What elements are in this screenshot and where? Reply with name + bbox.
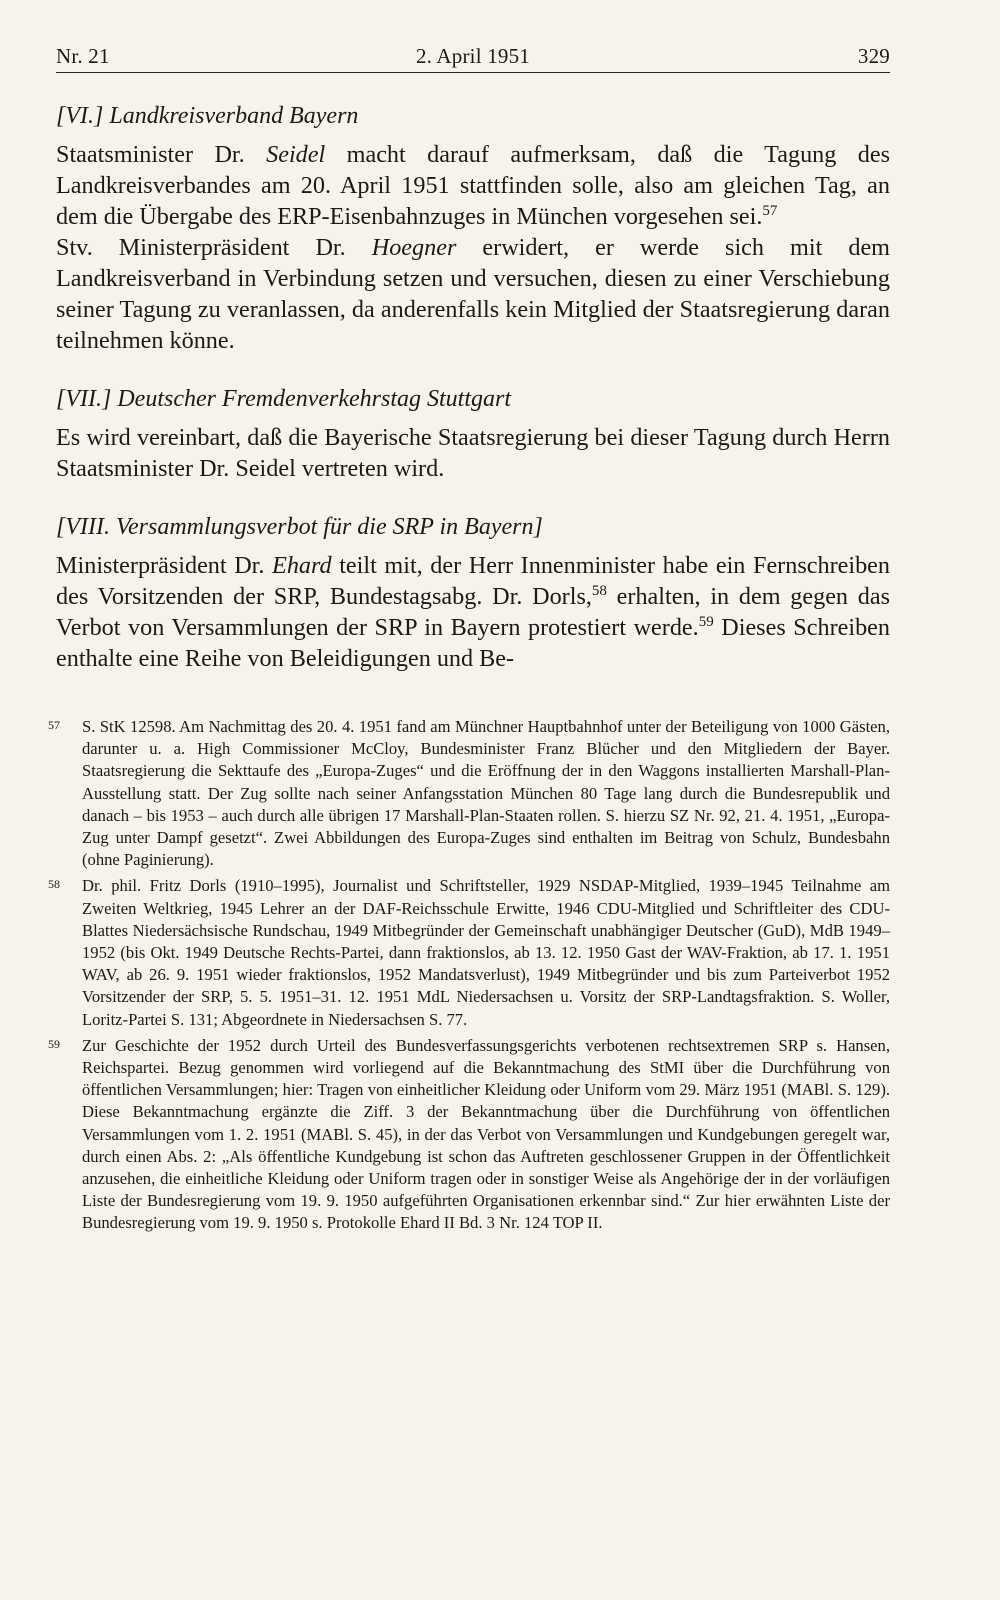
- person-name: Dr. Ehard: [234, 552, 332, 579]
- footnote-number: 57: [48, 718, 60, 732]
- page-number: 329: [857, 44, 890, 68]
- page-date: 2. April 1951: [415, 44, 531, 68]
- section-heading-viii: [VIII. Versammlungsverbot für die SRP in Bayern]: [56, 514, 543, 540]
- footnote-ref: 57: [762, 203, 778, 219]
- header-rule: [56, 72, 890, 73]
- section-heading-vii: [VII.] Deutscher Fremdenverkehrstag Stuttgart: [56, 386, 512, 412]
- paragraph: Ministerpräsident Dr. Ehard teilt mit, der Herr Innenminister habe ein Fernschreiben des Vorsitzenden der SRP, Bundestagsabg. Dr. Dorls,$^{58}$ erhalten, in dem gegen das Verbot von Versammlungen der SRP in Bayern protestiert werde.$^{59}$ Dieses Schreiben enthalte eine Reihe von Beleidigungen und Be-: [56, 552, 891, 672]
- footnotes: [48, 716, 890, 1235]
- person-name: Dr. Seidel: [214, 141, 326, 168]
- paragraph: Stv. Ministerpräsident Dr. Hoegner erwidert, er werde sich mit dem Landkreisverband in Verbindung setzen und versuchen, diesen zu einer Verschiebung seiner Tagung zu veranlassen, da anderenfalls kein Mitglied der Staatsregierung daran teilnehmen könne.: [56, 234, 890, 354]
- footnote-text: Dr. phil. Fritz Dorls (1910–1995), Journalist und Schriftsteller, 1929 NSDAP-Mitglied, 1939–1945 Teilnahme am Zweiten Weltkrieg, 1945 Lehrer an der DAF-Reichsschule Erwitte, 1946 CDU-Mitglied und Schriftleiter des CDU-Blattes Niedersächsische Rundschau, 1949 Mitbegründer der Gemeinschaft unabhängiger Deutscher (GuD), MdB 1949–1952 (bis Okt. 1949 Deutsche Rechts-Partei, dann fraktionslos, ab 13. 12. 1950 Gast der WAV-Fraktion, ab 17. 1. 1951 WAV, ab 26. 9. 1951 wieder fraktionslos, 1952 Mandatsverlust), 1949 Mitbegründer und bis zum Parteiverbot 1952 Vorsitzender der SRP, 5. 5. 1951–31. 12. 1951 MdL Niedersachsen u. Vorsitz der SRP-Landtagsfraktion. S. Woller, Loritz-Partei S. 131; Abgeordnete in Niedersachsen S. 77.: [82, 876, 890, 1029]
- footnote-number: 58: [48, 877, 60, 892]
- footnote-ref: 58: [591, 583, 607, 599]
- footnote-57: [48, 716, 890, 871]
- section-heading-vi: [VI.] Landkreisverband Bayern: [56, 103, 359, 129]
- document-page: [48, 40, 891, 1239]
- footnote-number: 59: [48, 1036, 60, 1051]
- footnote-58: [48, 875, 890, 1030]
- footnote-text: S. StK 12598. Am Nachmittag des 20. 4. 1951 fand am Münchner Hauptbahnhof unter der Beteiligung von 1000 Gästen, darunter u. a. High Commissioner McCloy, Bundesminister Franz Blücher und den Mitgliedern der Bayer. Staatsregierung die Sekttaufe des „Europa-Zuges“ und die Eröffnung der in den Waggons installierten Marshall-Plan-Ausstellung statt. Der Zug sollte nach seiner Anfangsstation München 80 Tage lang durch die Bundesrepublik und danach – bis 1953 – auch durch alle übrigen 17 Marshall-Plan-Staaten rollen. S. hierzu SZ Nr. 92, 21. 4. 1951, „Europa-Zug unter Dampf gesetzt“. Zwei Abbildungen des Europa-Zuges sind enthalten im Beitrag von Schulz, Bundesbahn (ohne Paginierung).: [82, 717, 890, 870]
- paragraph: Staatsminister Dr. Seidel macht darauf aufmerksam, daß die Tagung des Landkreisverbandes am 20. April 1951 stattfinden solle, also am gleichen Tag, an dem die Übergabe des ERP-Eisenbahnzuges in München vorgesehen sei.$^{57}$: [56, 141, 891, 230]
- footnote-59: [48, 1035, 890, 1235]
- person-name: Dr. Hoegner: [315, 234, 457, 261]
- footnote-text: Zur Geschichte der 1952 durch Urteil des Bundesverfassungsgerichts verbotenen rechtsextremen SRP s. Hansen, Reichspartei. Bezug genommen wird vorliegend auf die Bekanntmachung des StMI über die Durchführung von öffentlichen Versammlungen; hier: Tragen von einheitlicher Kleidung oder Uniform vom 29. März 1951 (MABl. S. 129). Diese Bekanntmachung ergänzte die Ziff. 3 der Bekanntmachung über die Durchführung von öffentlichen Versammlungen vom 1. 2. 1951 (MABl. S. 45), in der das Verbot von Versammlungen und Kundgebungen geregelt war, durch einen Abs. 2: „Als öffentliche Kundgebung ist schon das Auftreten geschlossener Gruppen in der Öffentlichkeit anzusehen, die einheitliche Kleidung oder Uniform tragen oder in sonstiger Weise als Angehörige der in der vorläufigen Liste der Bundesregierung vom 19. 9. 1950 aufgeführten Organisationen erkennbar sind.“ Zur hier erwähnten Liste der Bundesregierung vom 19. 9. 1950 s. Protokolle Ehard II Bd. 3 Nr. 124 TOP II.: [82, 1035, 890, 1233]
- footnote-ref: 59: [698, 614, 714, 630]
- running-head: [56, 40, 890, 72]
- issue-number: Nr. 21: [56, 44, 110, 68]
- paragraph: Es wird vereinbart, daß die Bayerische Staatsregierung bei dieser Tagung durch Herrn Staatsminister Dr. Seidel vertreten wird.: [56, 424, 890, 482]
